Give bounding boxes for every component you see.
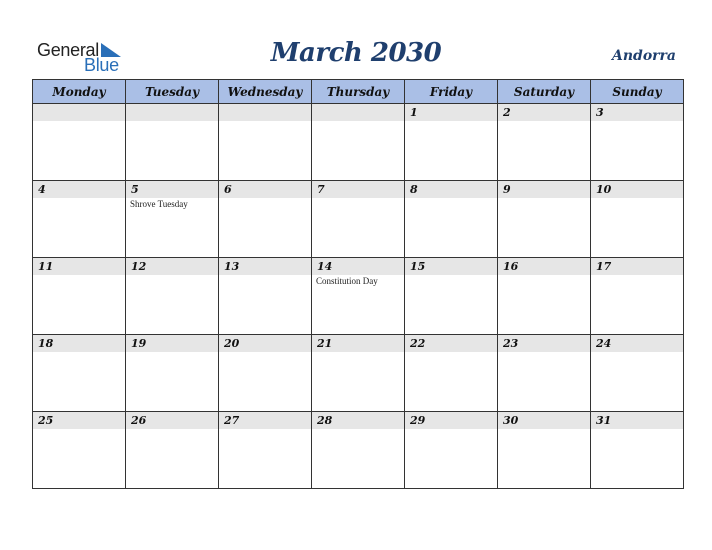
day-cell: [33, 335, 126, 412]
day-cell: [591, 335, 684, 412]
day-number: 6: [219, 181, 311, 198]
day-cell: [405, 412, 498, 489]
weekday-header: Monday: [33, 80, 126, 104]
day-number: [126, 104, 218, 121]
weekday-header: Wednesday: [219, 80, 312, 104]
day-cell: [591, 412, 684, 489]
day-cell: [498, 258, 591, 335]
week-row: [33, 258, 684, 335]
day-cell: [591, 104, 684, 181]
day-cell: [219, 412, 312, 489]
day-number: 16: [498, 258, 590, 275]
day-number: 2: [498, 104, 590, 121]
holiday-label: Constitution Day: [316, 276, 378, 286]
day-number: 8: [405, 181, 497, 198]
day-cell: [219, 104, 312, 181]
week-row: [33, 412, 684, 489]
day-number: 1: [405, 104, 497, 121]
day-number: 22: [405, 335, 497, 352]
day-number: 14: [312, 258, 404, 275]
week-row: [33, 335, 684, 412]
day-cell: [591, 181, 684, 258]
day-number: 20: [219, 335, 311, 352]
day-number: 5: [126, 181, 218, 198]
day-cell: [498, 181, 591, 258]
day-number: 28: [312, 412, 404, 429]
day-cell: [219, 181, 312, 258]
weekday-header: Saturday: [498, 80, 591, 104]
day-number: [33, 104, 125, 121]
day-number: 24: [591, 335, 683, 352]
day-number: 17: [591, 258, 683, 275]
day-cell: [33, 412, 126, 489]
day-cell: [312, 258, 405, 335]
day-number: 9: [498, 181, 590, 198]
day-number: 30: [498, 412, 590, 429]
day-cell: [312, 181, 405, 258]
day-cell: [312, 412, 405, 489]
day-number: 11: [33, 258, 125, 275]
day-cell: [405, 335, 498, 412]
day-number: 25: [33, 412, 125, 429]
logo-text-blue: Blue: [84, 55, 119, 75]
day-cell: [126, 181, 219, 258]
calendar-grid: [32, 79, 684, 489]
day-cell: [498, 412, 591, 489]
day-cell: [33, 181, 126, 258]
day-number: 18: [33, 335, 125, 352]
day-cell: [405, 258, 498, 335]
day-cell: [33, 258, 126, 335]
day-cell: [126, 104, 219, 181]
day-cell: [312, 104, 405, 181]
day-cell: [126, 412, 219, 489]
day-number: 7: [312, 181, 404, 198]
day-cell: [591, 258, 684, 335]
weekday-header: Tuesday: [126, 80, 219, 104]
week-row: [33, 104, 684, 181]
week-row: [33, 181, 684, 258]
day-number: 15: [405, 258, 497, 275]
day-cell: [498, 104, 591, 181]
day-number: 3: [591, 104, 683, 121]
day-cell: [126, 335, 219, 412]
weekday-header-row: [33, 80, 684, 104]
day-cell: [33, 104, 126, 181]
day-cell: [312, 335, 405, 412]
day-number: 19: [126, 335, 218, 352]
day-cell: [126, 258, 219, 335]
day-cell: [498, 335, 591, 412]
day-number: 23: [498, 335, 590, 352]
day-number: 12: [126, 258, 218, 275]
day-number: 31: [591, 412, 683, 429]
day-number: [312, 104, 404, 121]
day-cell: [405, 181, 498, 258]
weekday-header: Friday: [405, 80, 498, 104]
day-number: 10: [591, 181, 683, 198]
day-number: 21: [312, 335, 404, 352]
holiday-label: Shrove Tuesday: [130, 199, 188, 209]
day-cell: [219, 258, 312, 335]
day-number: 29: [405, 412, 497, 429]
country-name: Andorra: [612, 48, 676, 64]
weekday-header: Sunday: [591, 80, 684, 104]
day-number: 4: [33, 181, 125, 198]
day-number: [219, 104, 311, 121]
day-cell: [405, 104, 498, 181]
logo-text-general: General: [37, 40, 99, 60]
weekday-header: Thursday: [312, 80, 405, 104]
day-number: 13: [219, 258, 311, 275]
day-cell: [219, 335, 312, 412]
calendar-title: March 2030: [270, 38, 442, 68]
day-number: 27: [219, 412, 311, 429]
day-number: 26: [126, 412, 218, 429]
